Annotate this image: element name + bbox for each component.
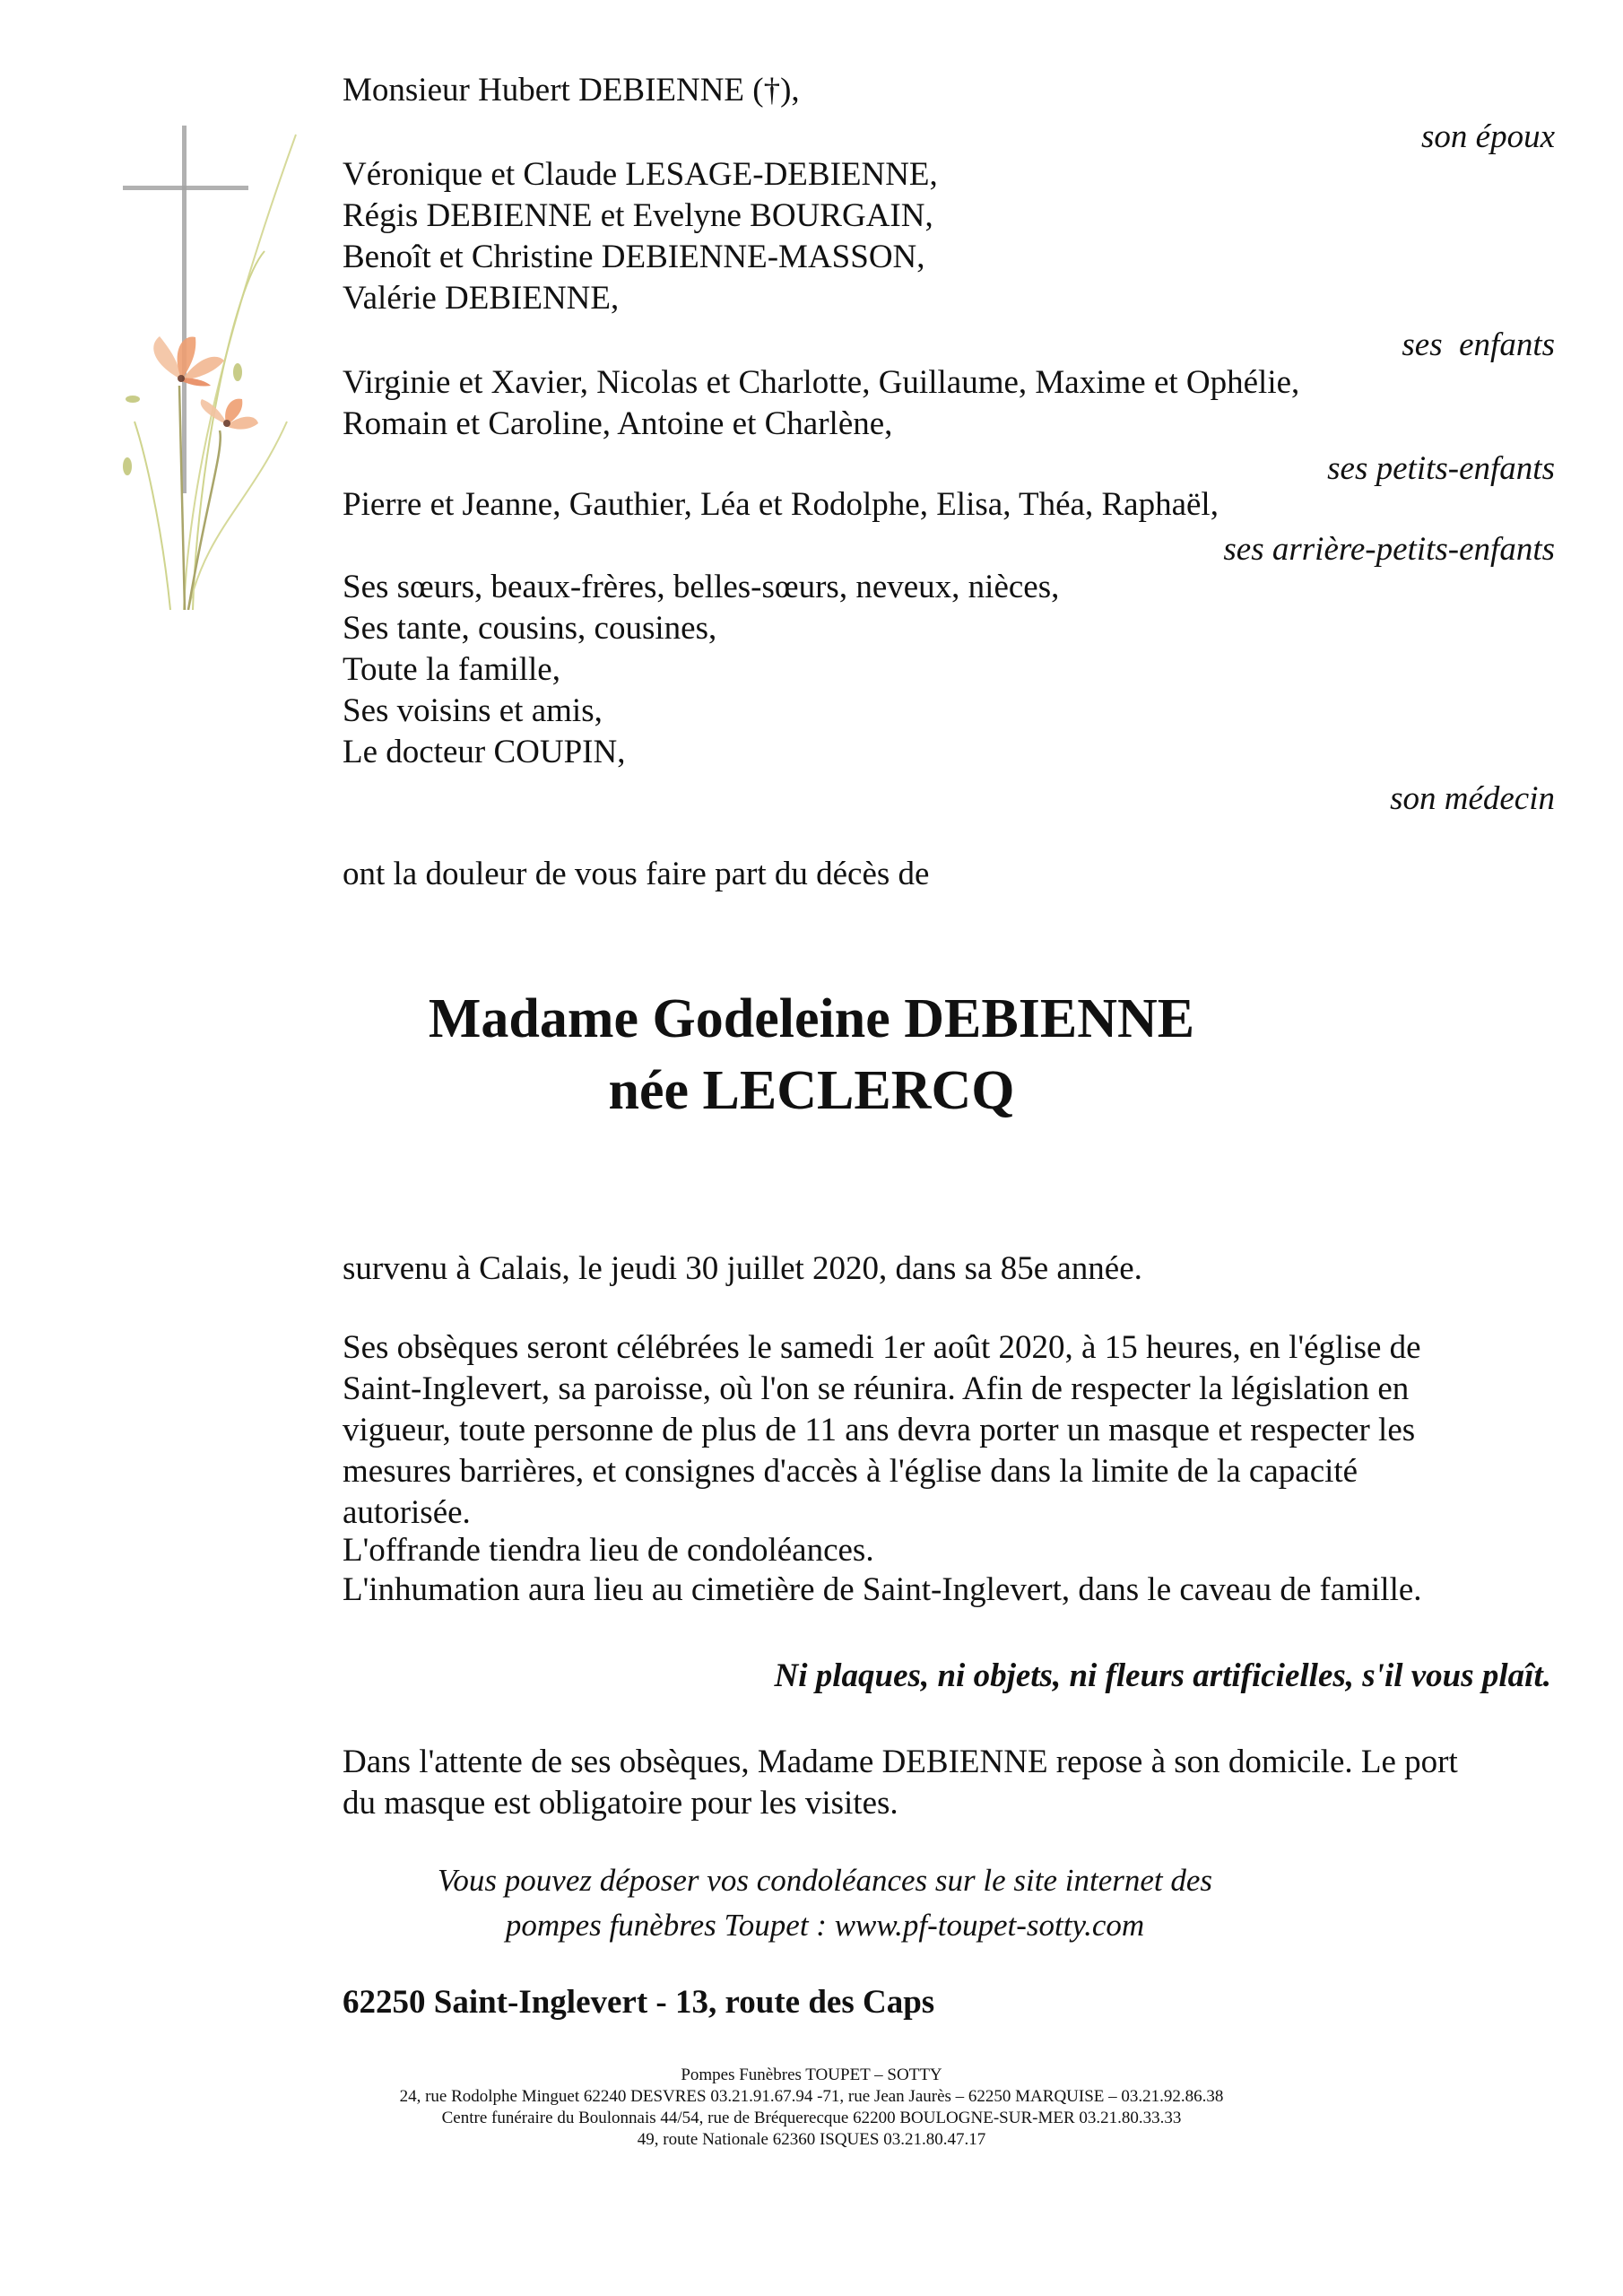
family-member-line: Ses voisins et amis, — [343, 692, 603, 729]
funeral-home-address: Centre funéraire du Boulonnais 44/54, rue de Bréquerecque 62200 BOULOGNE-SUR-MER 03.21.80.33.33 — [441, 2109, 1182, 2127]
family-member-line: Ses tante, cousins, cousines, — [343, 610, 717, 647]
family-member-line: Véronique et Claude LESAGE-DEBIENNE, — [343, 156, 938, 193]
funeral-line: Saint-Inglevert, sa paroisse, où l'on se réunira. Afin de respecter la législation en — [343, 1370, 1410, 1407]
funeral-home-address: 24, rue Rodolphe Minguet 62240 DESVRES 03.21.91.67.94 -71, rue Jean Jaurès – 62250 MARQUISE – 03.21.92.86.38 — [399, 2087, 1224, 2106]
family-member-line: Le docteur COUPIN, — [343, 734, 626, 770]
visitation-line: Dans l'attente de ses obsèques, Madame DEBIENNE repose à son domicile. Le port — [343, 1744, 1458, 1780]
funeral-line: Ses obsèques seront célébrées le samedi 1er août 2020, à 15 heures, en l'église de — [343, 1329, 1421, 1366]
poppy-bud — [123, 457, 132, 475]
family-member-line: Régis DEBIENNE et Evelyne BOURGAIN, — [343, 197, 933, 234]
grass-stem — [188, 430, 221, 610]
poppy-bud — [233, 363, 242, 381]
family-member-line: Toute la famille, — [343, 651, 560, 688]
grass-stem — [188, 422, 287, 610]
relation-label: ses enfants — [1402, 326, 1555, 363]
funeral-line: autorisée. — [343, 1494, 471, 1531]
condolences-line: Vous pouvez déposer vos condoléances sur le site internet des — [437, 1863, 1213, 1898]
deceased-name: Madame Godeleine DEBIENNE — [428, 988, 1195, 1049]
visitation-line: du masque est obligatoire pour les visites. — [343, 1785, 898, 1822]
family-member-line: Romain et Caroline, Antoine et Charlène, — [343, 405, 893, 442]
family-member-line: Virginie et Xavier, Nicolas et Charlotte, Guillaume, Maxime et Ophélie, — [343, 364, 1300, 401]
relation-label: ses arrière-petits-enfants — [1223, 531, 1555, 568]
funeral-line: L'offrande tiendra lieu de condoléances. — [343, 1532, 874, 1569]
deceased-maiden-name: née LECLERCQ — [608, 1060, 1015, 1121]
funeral-home-address: 49, route Nationale 62360 ISQUES 03.21.80.47.17 — [637, 2130, 986, 2149]
home-address: 62250 Saint-Inglevert - 13, route des Caps — [343, 1984, 935, 2021]
funeral-line: mesures barrières, et consignes d'accès à l'église dans la limite de la capacité — [343, 1453, 1358, 1490]
funeral-line: vigueur, toute personne de plus de 11 ans devra porter un masque et respecter les — [343, 1412, 1416, 1448]
family-member-line: Ses sœurs, beaux-frères, belles-sœurs, neveux, nièces, — [343, 569, 1060, 605]
no-flowers-notice: Ni plaques, ni objets, ni fleurs artificielles, s'il vous plaît. — [774, 1657, 1551, 1694]
relation-label: son époux — [1421, 118, 1555, 155]
grass-stem — [193, 251, 265, 610]
funeral-line: L'inhumation aura lieu au cimetière de Saint-Inglevert, dans le caveau de famille. — [343, 1571, 1422, 1608]
funeral-home-name: Pompes Funèbres TOUPET – SOTTY — [681, 2066, 942, 2084]
cross-vertical-bar — [182, 126, 187, 493]
death-notice: survenu à Calais, le jeudi 30 juillet 2020, dans sa 85e année. — [343, 1250, 1142, 1287]
family-member-line: Valérie DEBIENNE, — [343, 280, 620, 317]
poppy-flower — [153, 336, 224, 387]
family-member-line: Benoît et Christine DEBIENNE-MASSON, — [343, 239, 925, 275]
relation-label: son médecin — [1390, 780, 1555, 817]
relation-label: ses petits-enfants — [1327, 450, 1555, 487]
poppy-bud — [126, 396, 140, 403]
grass-stem — [135, 422, 170, 610]
cross-with-poppies-icon — [108, 126, 314, 610]
family-member-line: Pierre et Jeanne, Gauthier, Léa et Rodolphe, Elisa, Théa, Raphaël, — [343, 486, 1219, 523]
cross-horizontal-bar — [123, 186, 248, 190]
funeral-home-footer — [0, 2065, 1623, 2151]
family-member-line: Monsieur Hubert DEBIENNE (†), — [343, 72, 800, 109]
intro-text: ont la douleur de vous faire part du décès de — [343, 856, 930, 892]
condolences-line: pompes funèbres Toupet : www.pf-toupet-sotty.com — [505, 1908, 1145, 1943]
